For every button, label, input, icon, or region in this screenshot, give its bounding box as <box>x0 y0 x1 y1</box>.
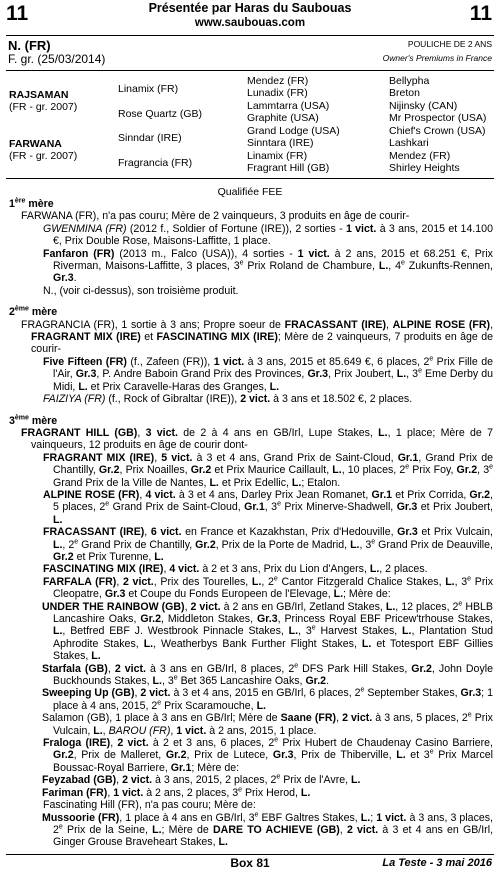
sire-name: RAJSAMAN <box>9 89 69 101</box>
pedigree-gen4: Lashkari <box>389 137 429 149</box>
footer-divider <box>6 854 494 855</box>
pedigree-gen4: Mendez (FR) <box>389 150 451 162</box>
pedigree-gen4: Nijinsky (CAN) <box>389 100 458 112</box>
box-number: Box 81 <box>230 856 270 870</box>
produce-entry: ALPINE ROSE (FR), 4 vict. à 3 et 4 ans, Darley Prix Jean Romanet, Gr.1 et Prix Corrida, Gr.2, 5 places, 2e Grand Prix de Saint-Cloud, Gr.1, 3e Prix Minerve-Shadwell, Gr.3 et Prix Joubert, L. <box>43 488 494 526</box>
pedigree-gen3: Graphite (USA) <box>247 112 319 124</box>
produce-entry: Feyzabad (GB), 2 vict. à 3 ans, 2015, 2 places, 2e Prix de l'Avre, L. <box>42 773 361 787</box>
section-second-dam: 2ème mère <box>9 305 58 319</box>
pedigree-gen2: Sinndar (IRE) <box>118 132 182 144</box>
dam-paragraph: FARWANA (FR), n'a pas couru; Mère de 2 vainqueurs, 3 produits en âge de courir- <box>21 210 410 223</box>
pedigree-gen3: Lammtarra (USA) <box>247 100 330 112</box>
pedigree-gen3: Linamix (FR) <box>247 150 308 162</box>
header-divider <box>6 35 494 36</box>
pedigree-gen4: Breton <box>389 87 420 99</box>
produce-entry: Five Fifteen (FR) (f., Zafeen (FR)), 1 vict. à 3 ans, 2015 et 85.649 €, 6 places, 2e Prix Fille de l'Air, Gr.3, P. Andre Baboin Grand Prix des Provinces, Gr.3, Prix Joubert, L., 3e Eme Derby du Midi, L. et Prix Caravelle-Haras des Granges, L. <box>43 355 494 393</box>
section-third-dam: 3ème mère <box>9 413 58 427</box>
produce-entry: FASCINATING MIX (IRE), 4 vict. à 2 et 3 ans, Prix du Lion d'Angers, L., 2 places. <box>43 563 428 576</box>
pedigree-gen2: Linamix (FR) <box>118 83 179 95</box>
lot-number-right: 11 <box>469 2 492 25</box>
pedigree-gen4: Shirley Heights <box>389 162 460 174</box>
pedigree-gen3: Sinntara (IRE) <box>247 137 314 149</box>
dam-info: (FR - gr. 2007) <box>9 150 78 162</box>
horse-color-dob: F. gr. (25/03/2014) <box>8 52 106 66</box>
produce-entry: FARFALA (FR), 2 vict., Prix des Tourelles, L., 2e Cantor Fitzgerald Chalice Stakes, L., 3e Prix Cleopatre, Gr.3 et Coupe du Fonds Europeen de l'Elevage, L.; Mère de: <box>43 575 493 601</box>
produce-entry: Sweeping Up (GB), 2 vict. à 3 et 4 ans, 2015 en GB/Irl, 6 places, 2e September Stakes, Gr.3; 1 place à 4 ans, 2015, 2e Prix Scaramouche, L. <box>42 686 493 712</box>
qualification: Qualifiée FEE <box>217 186 283 198</box>
dam-name: FARWANA <box>9 138 62 150</box>
pedigree-top-divider <box>6 70 494 71</box>
produce-entry: N., (voir ci-dessus), son troisième produit. <box>43 284 239 297</box>
produce-entry: FRACASSANT (IRE), 6 vict. en France et Kazakhstan, Prix d'Hedouville, Gr.3 et Prix Vulcain, L., 2e Grand Prix de Chantilly, Gr.2, Prix de la Porte de Madrid, L., 3e Grand Prix de Deauville, Gr.2 et Prix Turenne, L. <box>43 526 494 563</box>
horse-sex-age: POULICHE DE 2 ANS <box>407 39 492 49</box>
pedigree-gen3: Lunadix (FR) <box>247 87 308 99</box>
pedigree-gen3: Fragrant Hill (GB) <box>247 162 330 174</box>
produce-entry: Mussoorie (FR), 1 place à 4 ans en GB/Irl, 3e EBF Galtres Stakes, L.; 1 vict. à 3 ans, 3 places, 2e Prix de la Seine, L.; Mère de DARE TO ACHIEVE (GB), 2 vict. à 3 et 4 ans en GB/Irl, Ginger Grouse Braveheart Stakes, L. <box>42 810 494 849</box>
dam-paragraph: FRAGRANT HILL (GB), 3 vict. de 2 à 4 ans en GB/Irl, Lupe Stakes, L., 1 place; Mère de 7 vainqueurs, 12 produits en âge de courir dont- <box>21 426 493 452</box>
produce-entry: Fanfaron (FR) (2013 m., Falco (USA)), 4 sorties - 1 vict. à 2 ans, 2015 et 68.251 €, Prix Riverman, Maisons-Laffitte, 3 places, 3e Prix Roland de Chambure, L., 4e Zukunfts-Rennen, Gr.3. <box>43 247 493 285</box>
pedigree-gen2: Fragrancia (FR) <box>118 157 193 169</box>
sire-info: (FR - gr. 2007) <box>9 101 78 113</box>
produce-entry: Starfala (GB), 2 vict. à 3 ans en GB/Irl, 8 places, 2e DFS Park Hill Stakes, Gr.2, John Doyle Buckhounds Stakes, L., 3e Bet 365 Lancashire Oaks, Gr.2. <box>42 662 493 688</box>
pedigree-gen3: Grand Lodge (USA) <box>247 125 340 137</box>
sale-location-date: La Teste - 3 mai 2016 <box>382 857 492 869</box>
pedigree-gen4: Chief's Crown (USA) <box>389 125 486 137</box>
produce-record <box>9 198 493 849</box>
consignor-website[interactable]: www.saubouas.com <box>194 17 306 29</box>
lot-number-left: 11 <box>6 2 29 25</box>
pedigree-gen4: Mr Prospector (USA) <box>389 112 487 124</box>
owner-premiums-note: Owner's Premiums in France <box>382 53 492 63</box>
produce-entry: GWENMINA (FR) (2012 f., Soldier of Fortune (IRE)), 2 sorties - 1 vict. à 3 ans, 2015 et 14.100 €, Prix Double Rose, Maisons-Laffitte, 1 place. <box>43 222 493 248</box>
pedigree-gen2: Rose Quartz (GB) <box>118 108 203 120</box>
dam-paragraph: FRAGRANCIA (FR), 1 sortie à 3 ans; Propre soeur de FRACASSANT (IRE), ALPINE ROSE (FR), FRAGRANT MIX (IRE) et FASCINATING MIX (IRE); Mère de 2 vainqueurs, 7 produits en âge de courir- <box>21 318 494 356</box>
consignor-title: Présentée par Haras du Saubouas <box>148 1 352 15</box>
section-first-dam: 1ère mère <box>9 197 54 210</box>
pedigree-gen3: Mendez (FR) <box>247 75 309 87</box>
produce-entry: FAIZIYA (FR) (f., Rock of Gibraltar (IRE)), 2 vict. à 3 ans et 18.502 €, 2 places. <box>43 393 413 406</box>
produce-entry: Fariman (FR), 1 vict. à 2 ans, 2 places, 3e Prix Herod, L. <box>42 786 311 799</box>
produce-entry: FRAGRANT MIX (IRE), 5 vict. à 3 et 4 ans, Grand Prix de Saint-Cloud, Gr.1, Grand Prix de Chantilly, Gr.2, Prix Noailles, Gr.2 et Prix Maurice Caillault, L., 10 places, 2e Prix Foy, Gr.2, 3e Grand Prix de la Ville de Nantes, L. et Prix Edellic, L.; Etalon. <box>43 451 494 489</box>
produce-entry: UNDER THE RAINBOW (GB), 2 vict. à 2 ans en GB/Irl, Zetland Stakes, L., 12 places, 2e HBLB Lancashire Oaks, Gr.2, Middleton Stakes, Gr.3, Princess Royal EBF Pricew'trhouse Stakes, L., Betfred EBF J. Westbrook Pinnacle Stakes, L., 3e Harvest Stakes, L., Plantation Stud Aphrodite Stakes, L., Weatherbys Bank Further Flight Stakes, L. et Totesport EBF Gillies Stakes, L. <box>42 600 494 663</box>
horse-name: N. (FR) <box>8 38 51 53</box>
produce-entry: Fraloga (IRE), 2 vict. à 2 et 3 ans, 6 places, 2e Prix Hubert de Chaudenay Casino Barriere, Gr.2, Prix de Malleret, Gr.2, Prix de Lutece, Gr.3, Prix de Thiberville, L. et 3e Prix Marcel Boussac-Royal Barriere, Gr.1; Mère de: <box>43 736 493 774</box>
pedigree-gen4: Bellypha <box>389 75 430 87</box>
produce-entry: Fascinating Hill (FR), n'a pas couru; Mère de: <box>43 799 256 812</box>
pedigree-bottom-divider <box>6 178 494 179</box>
produce-entry: Salamon (GB), 1 place à 3 ans en GB/Irl; Mère de Saane (FR), 2 vict. à 3 ans, 5 places, 2e Prix Vulcain, L., BAROU (FR), 1 vict. à 2 ans, 2015, 1 place. <box>42 711 493 737</box>
